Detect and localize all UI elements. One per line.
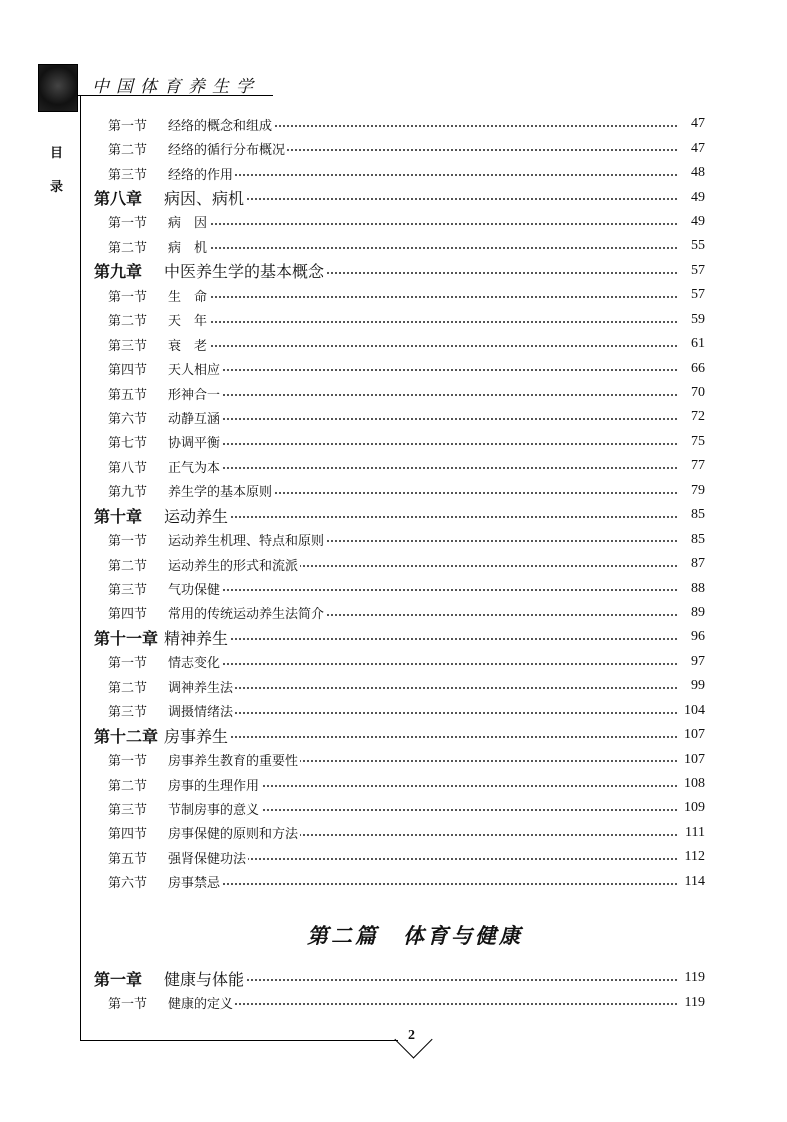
entry-page: 87 [691, 556, 705, 572]
entry-page: 107 [684, 751, 705, 767]
leader-dots [180, 345, 677, 347]
entry-label: 第四节 [108, 827, 148, 843]
leader-dots [180, 394, 677, 396]
leader-dots [180, 712, 677, 714]
entry-label: 第七节 [108, 436, 148, 452]
book-logo-icon [38, 64, 78, 112]
entry-label: 第一节 [108, 754, 148, 770]
entry-page: 70 [691, 385, 705, 401]
entry-label: 第一节 [108, 289, 148, 305]
entry-label: 第二节 [108, 314, 148, 330]
entry-title: 衰 老 [168, 335, 209, 354]
entry-title: 运动养生的形式和流派 [168, 555, 300, 574]
entry-title: 调摄情绪法 [168, 701, 235, 720]
entry-page: 85 [691, 531, 705, 547]
entry-page: 48 [691, 165, 705, 181]
toc-chapter-entry [0, 723, 787, 747]
leader-dots [180, 663, 677, 665]
leader-dots [180, 589, 677, 591]
leader-dots [180, 321, 677, 323]
leader-dots [180, 418, 677, 420]
leader-dots [180, 1003, 677, 1005]
entry-title: 生 命 [168, 286, 209, 305]
entry-page: 112 [684, 849, 705, 865]
entry-title: 动静互涵 [168, 408, 222, 427]
toc-section-entry [0, 699, 787, 723]
leader-dots [180, 223, 677, 225]
entry-title: 病因、病机 [164, 186, 246, 209]
entry-page: 107 [684, 727, 705, 743]
entry-page: 108 [684, 776, 705, 792]
leader-dots [180, 247, 677, 249]
entry-label: 第四节 [108, 607, 148, 623]
toc-section-entry [0, 430, 787, 454]
toc-section-entry [0, 283, 787, 307]
leader-dots [180, 687, 677, 689]
toc-section-entry [0, 136, 787, 160]
entry-title: 房事的生理作用 [168, 775, 261, 794]
entry-page: 114 [684, 873, 705, 889]
toc-section-entry [0, 772, 787, 796]
entry-page: 111 [685, 824, 705, 840]
toc-section-entry [0, 747, 787, 771]
entry-label: 第五节 [108, 851, 148, 867]
toc-section-entry [0, 552, 787, 576]
leader-dots [180, 638, 677, 640]
header-rule [78, 95, 273, 96]
entry-label: 第八节 [108, 460, 148, 476]
leader-dots [180, 369, 677, 371]
entry-page: 79 [691, 482, 705, 498]
entry-label: 第三节 [108, 167, 148, 183]
entry-page: 72 [691, 409, 705, 425]
entry-page: 109 [684, 800, 705, 816]
entry-title: 健康与体能 [164, 967, 246, 990]
entry-label: 第十章 [94, 506, 143, 526]
entry-title: 强肾保健功法 [168, 848, 248, 867]
entry-label: 第三节 [108, 705, 148, 721]
entry-label: 第六节 [108, 411, 148, 427]
toc-section-entry [0, 601, 787, 625]
entry-page: 99 [691, 678, 705, 694]
entry-page: 57 [691, 262, 705, 278]
leader-dots [180, 979, 677, 981]
toc-section-entry [0, 405, 787, 429]
toc-section-entry [0, 821, 787, 845]
entry-title: 病 因 [168, 212, 209, 231]
entry-page: 47 [691, 116, 705, 132]
entry-label: 第一节 [108, 216, 148, 232]
toc-section-entry [0, 990, 787, 1014]
entry-page: 119 [684, 970, 705, 986]
entry-page: 75 [691, 433, 705, 449]
page-number: 2 [408, 1028, 415, 1043]
toc-chapter-entry [0, 503, 787, 527]
entry-title: 房事养生教育的重要性 [168, 750, 300, 769]
toc-section-entry [0, 454, 787, 478]
entry-page: 88 [691, 580, 705, 596]
entry-page: 49 [691, 213, 705, 229]
entry-label: 第六节 [108, 876, 148, 892]
leader-dots [180, 883, 677, 885]
toc-section-entry [0, 650, 787, 674]
toc-section-entry [0, 576, 787, 600]
entry-title: 房事禁忌 [168, 872, 222, 891]
entry-label: 第一节 [108, 656, 148, 672]
toc-section-entry [0, 308, 787, 332]
entry-label: 第九章 [94, 262, 143, 282]
entry-page: 55 [691, 238, 705, 254]
leader-dots [180, 443, 677, 445]
entry-page: 96 [691, 629, 705, 645]
entry-label: 第一节 [108, 997, 148, 1013]
entry-title: 天人相应 [168, 359, 222, 378]
entry-title: 调神养生法 [168, 677, 235, 696]
toc-chapter-entry [0, 185, 787, 209]
entry-label: 第一章 [94, 969, 143, 989]
entry-title: 协调平衡 [168, 432, 222, 451]
toc-section-entry [0, 479, 787, 503]
leader-dots [180, 198, 677, 200]
entry-page: 47 [691, 140, 705, 156]
toc-section-entry [0, 161, 787, 185]
entry-label: 第三节 [108, 802, 148, 818]
entry-title: 形神合一 [168, 384, 222, 403]
toc-section-entry [0, 210, 787, 234]
entry-page: 119 [684, 994, 705, 1010]
entry-label: 第三节 [108, 583, 148, 599]
entry-page: 89 [691, 604, 705, 620]
toc-section-entry [0, 870, 787, 894]
part-heading: 第二篇 体育与健康 [307, 923, 523, 948]
toc-section-entry [0, 332, 787, 356]
entry-title: 精神养生 [164, 626, 230, 649]
toc-section-entry [0, 796, 787, 820]
entry-page: 49 [691, 189, 705, 205]
entry-label: 第二节 [108, 680, 148, 696]
entry-label: 第二节 [108, 143, 148, 159]
entry-title: 气功保健 [168, 579, 222, 598]
toc-list [0, 112, 787, 894]
entry-title: 养生学的基本原则 [168, 481, 274, 500]
entry-page: 57 [691, 287, 705, 303]
entry-label: 第一节 [108, 118, 148, 134]
toc-section-entry [0, 674, 787, 698]
leader-dots [180, 174, 677, 176]
entry-label: 第九节 [108, 485, 148, 501]
entry-title: 经络的概念和组成 [168, 115, 274, 134]
entry-title: 病 机 [168, 237, 209, 256]
entry-page: 59 [691, 311, 705, 327]
toc-chapter-entry [0, 625, 787, 649]
entry-title: 运动养生机理、特点和原则 [168, 530, 326, 549]
toc-chapter-entry [0, 966, 787, 990]
entry-page: 97 [691, 653, 705, 669]
footer-rule [80, 1040, 398, 1041]
side-label-lu: 录 [50, 180, 64, 195]
toc-list-part2 [0, 966, 787, 1015]
toc-section-entry [0, 356, 787, 380]
entry-title: 常用的传统运动养生法简介 [168, 603, 326, 622]
entry-label: 第十二章 [94, 726, 159, 746]
entry-label: 第十一章 [94, 628, 159, 648]
toc-section-entry [0, 112, 787, 136]
entry-label: 第三节 [108, 338, 148, 354]
entry-title: 情志变化 [168, 652, 222, 671]
toc-section-entry [0, 381, 787, 405]
leader-dots [180, 858, 677, 860]
entry-page: 61 [691, 336, 705, 352]
entry-title: 正气为本 [168, 457, 222, 476]
toc-section-entry [0, 845, 787, 869]
entry-title: 中医养生学的基本概念 [164, 259, 326, 282]
entry-title: 经络的循行分布概况 [168, 139, 287, 158]
leader-dots [180, 516, 677, 518]
entry-title: 运动养生 [164, 504, 230, 527]
entry-title: 房事养生 [164, 724, 230, 747]
leader-dots [180, 467, 677, 469]
entry-label: 第二节 [108, 240, 148, 256]
toc-section-entry [0, 527, 787, 551]
entry-page: 104 [684, 702, 705, 718]
entry-title: 节制房事的意义 [168, 799, 261, 818]
entry-title: 经络的作用 [168, 164, 235, 183]
leader-dots [180, 296, 677, 298]
toc-chapter-entry [0, 259, 787, 283]
entry-page: 85 [691, 507, 705, 523]
entry-label: 第五节 [108, 387, 148, 403]
entry-label: 第二节 [108, 558, 148, 574]
entry-title: 天 年 [168, 310, 209, 329]
entry-title: 健康的定义 [168, 993, 235, 1012]
entry-label: 第二节 [108, 778, 148, 794]
toc-section-entry [0, 234, 787, 258]
entry-page: 66 [691, 360, 705, 376]
entry-label: 第四节 [108, 363, 148, 379]
entry-label: 第一节 [108, 534, 148, 550]
entry-label: 第八章 [94, 189, 143, 209]
side-label-mu: 目 [50, 146, 64, 161]
leader-dots [180, 736, 677, 738]
entry-title: 房事保健的原则和方法 [168, 823, 300, 842]
running-header-title: 中国体育养生学 [92, 77, 260, 97]
entry-page: 77 [691, 458, 705, 474]
